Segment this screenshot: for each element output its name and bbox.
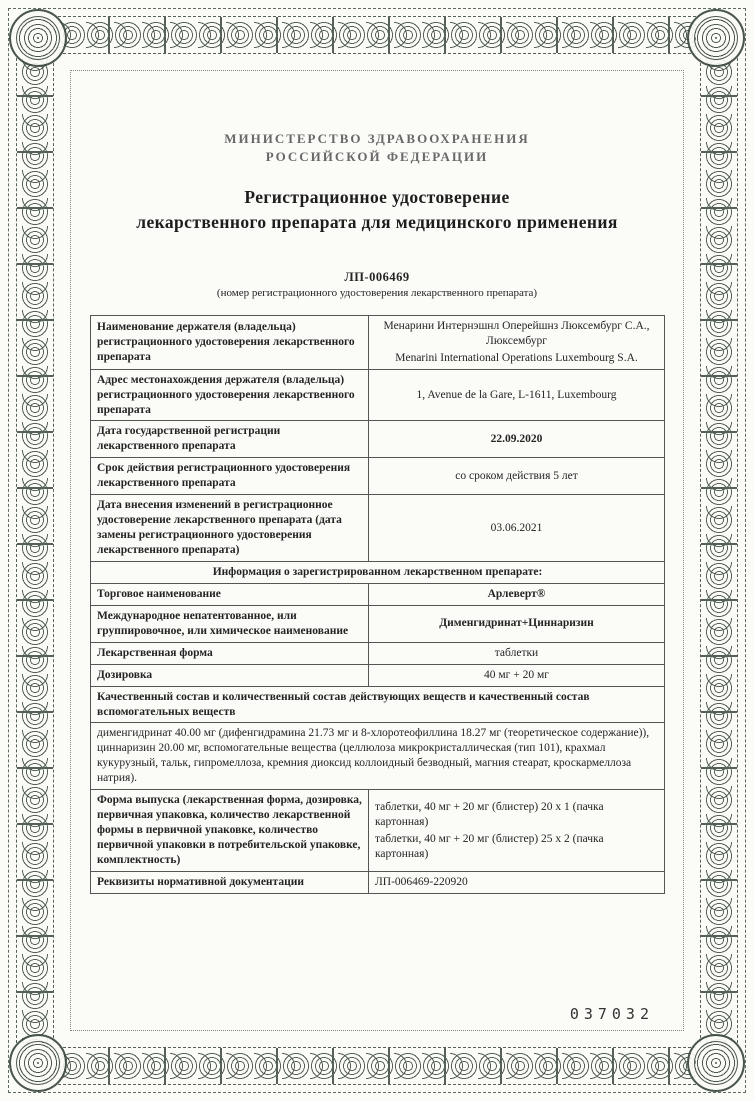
corner-rosette-top-left (9, 9, 67, 67)
table-row-composition-header (91, 686, 665, 723)
address-label: Адрес местонахождения держателя (владельца) регистрационного удостоверения лекарственного препарата (91, 369, 369, 421)
table-row-info-header (91, 561, 665, 583)
table-row-dosage-form (91, 642, 665, 664)
normative-docs-value: ЛП-006469-220920 (369, 871, 665, 893)
reg-date-label: Дата государственной регистрации лекарственного препарата (91, 421, 369, 458)
table-row-inn (91, 605, 665, 642)
guilloche-border-bottom (58, 1047, 696, 1085)
registration-number: ЛП-006469 (344, 269, 410, 284)
normative-docs-label: Реквизиты нормативной документации (91, 871, 369, 893)
inn-value: Дименгидринат+Циннаризин (369, 605, 665, 642)
table-row-release-form (91, 790, 665, 872)
corner-rosette-bottom-right (687, 1034, 745, 1092)
corner-rosette-top-right (687, 9, 745, 67)
release-form-label: Форма выпуска (лекарственная форма, дозировка, первичная упаковка, количество лекарственной формы в первичной упаковке, количество первичной упаковки в потребительской упаковке, комплектность) (91, 790, 369, 872)
release-form-value-2: таблетки, 40 мг + 20 мг (блистер) 25 х 2 (пачка картонная) (375, 832, 604, 860)
registration-number-block (90, 270, 664, 299)
inn-label: Международное непатентованное, или группировочное, или химическое наименование (91, 605, 369, 642)
dosage-form-label: Лекарственная форма (91, 642, 369, 664)
composition-text: дименгидринат 40.00 мг (дифенгидрамина 21.73 мг и 8-хлоротеофиллина 18.27 мг (теоретическое содержание)), циннаризин 20.00 мг, вспомогательные вещества (целлюлоза микрокристаллическая (тип 101), крахмал кукурузный, тальк, гипромеллоза, кремния диоксид коллоидный безводный, магния стеарат, кроскармеллоза натрия). (91, 723, 665, 790)
document-title-line1: Регистрационное удостоверение (244, 187, 510, 208)
holder-value-ru: Менарини Интернэшнл Оперейшнз Люксембург С.А., Люксембург (383, 319, 650, 347)
document-title-line2: лекарственного препарата для медицинского применения (136, 212, 618, 233)
composition-header: Качественный состав и количественный состав действующих веществ и качественный состав вспомогательных веществ (91, 686, 665, 723)
dosage-value: 40 мг + 20 мг (369, 664, 665, 686)
dosage-form-value: таблетки (369, 642, 665, 664)
table-row-amendment-date (91, 495, 665, 562)
table-row-composition-text (91, 723, 665, 790)
table-row-reg-date (91, 421, 665, 458)
table-row-dosage (91, 664, 665, 686)
table-row-holder (91, 315, 665, 369)
ministry-heading (90, 130, 664, 165)
trade-name-value: Арлеверт® (369, 583, 665, 605)
info-section-header: Информация о зарегистрированном лекарственном препарате: (91, 561, 665, 583)
ministry-line1: МИНИСТЕРСТВО ЗДРАВООХРАНЕНИЯ (224, 131, 530, 146)
table-row-trade-name (91, 583, 665, 605)
registration-number-caption: (номер регистрационного удостоверения лекарственного препарата) (216, 286, 538, 299)
ministry-line2: РОССИЙСКОЙ ФЕДЕРАЦИИ (265, 148, 489, 164)
holder-label: Наименование держателя (владельца) регистрационного удостоверения лекарственного препарата (91, 315, 369, 369)
holder-value (369, 315, 665, 369)
table-row-address (91, 369, 665, 421)
validity-value: со сроком действия 5 лет (369, 458, 665, 495)
amendment-date-value: 03.06.2021 (369, 495, 665, 562)
certificate-table (90, 315, 665, 894)
reg-date-value: 22.09.2020 (369, 421, 665, 458)
table-row-validity (91, 458, 665, 495)
trade-name-label: Торговое наименование (91, 583, 369, 605)
corner-rosette-bottom-left (9, 1034, 67, 1092)
validity-label: Срок действия регистрационного удостоверения лекарственного препарата (91, 458, 369, 495)
document-title (90, 185, 664, 236)
table-row-normative-docs (91, 871, 665, 893)
release-form-value-1: таблетки, 40 мг + 20 мг (блистер) 20 х 1 (пачка картонная) (375, 800, 604, 828)
dosage-label: Дозировка (91, 664, 369, 686)
guilloche-border-right (700, 58, 738, 1043)
holder-value-en: Menarini International Operations Luxembourg S.A. (395, 351, 638, 364)
release-form-value (369, 790, 665, 872)
guilloche-border-top (58, 16, 696, 54)
form-serial-number: 037032 (569, 1005, 654, 1023)
certificate-content (90, 130, 664, 894)
guilloche-border-left (16, 58, 54, 1043)
address-value: 1, Avenue de la Gare, L-1611, Luxembourg (369, 369, 665, 421)
amendment-date-label: Дата внесения изменений в регистрационное удостоверение лекарственного препарата (дата замены регистрационного удостоверения лекарственного препарата) (91, 495, 369, 562)
